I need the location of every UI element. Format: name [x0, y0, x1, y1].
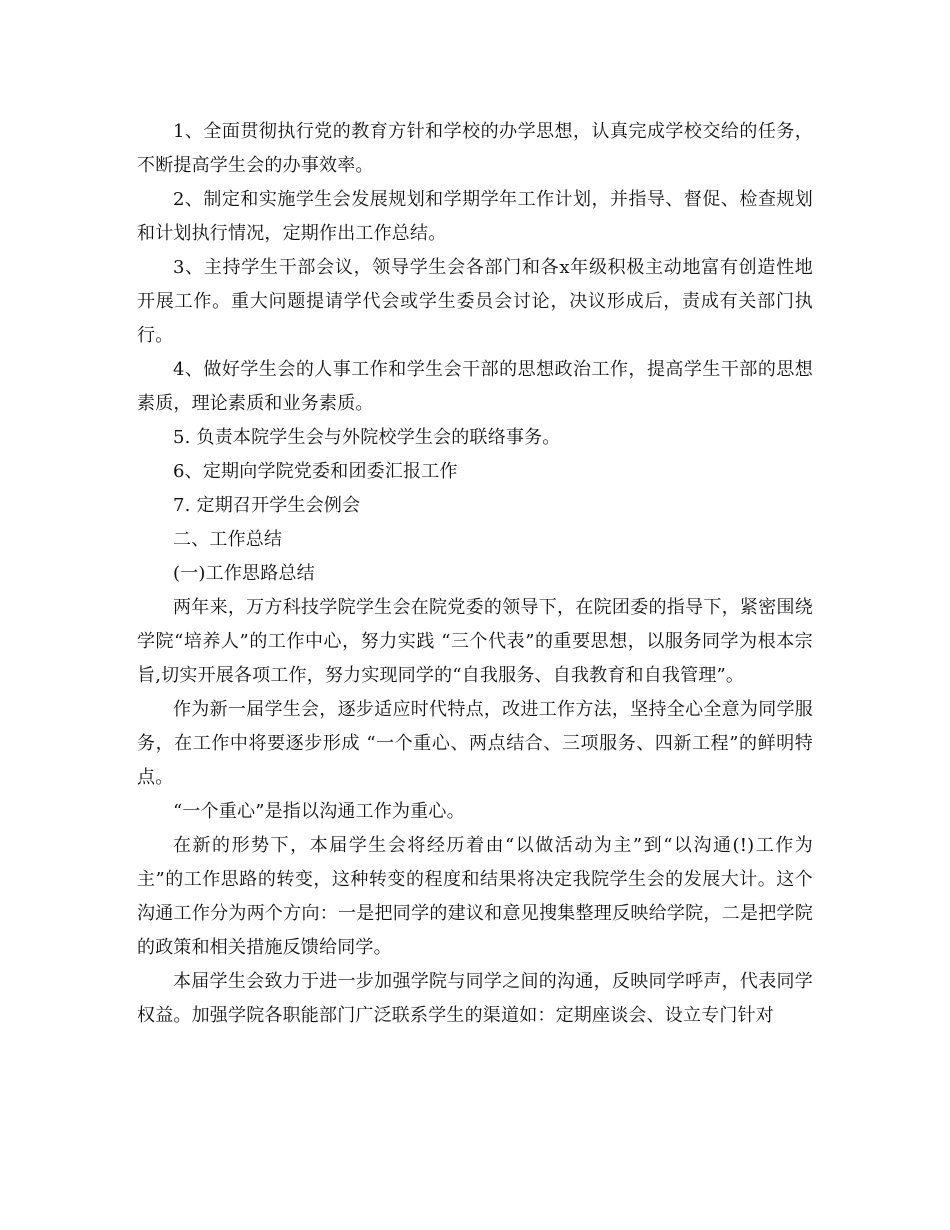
body-paragraph: 本届学生会致力于进一步加强学院与同学之间的沟通，反映同学呼声，代表同学权益。加强学院各职能部门广泛联系学生的渠道如：定期座谈会、设立专门针对: [137, 971, 813, 1026]
section-heading: 二、工作总结: [173, 529, 283, 550]
body-paragraph: 作为新一届学生会，逐步适应时代特点，改进工作方法，坚持全心全意为同学服务，在工作中将要逐步形成 “一个重心、两点结合、三项服务、四新工程”的鲜明特点。: [137, 699, 813, 788]
duty-item-5: 5. 负责本院学生会与外院校学生会的联络事务。: [173, 427, 561, 448]
body-paragraph: 在新的形势下，本届学生会将经历着由“以做活动为主”到“以沟通(!)工作为主”的工作思路的转变，这种转变的程度和结果将决定我院学生会的发展大计。这个沟通工作分为两个方向：一是把同学的建议和意见搜集整理反映给学院，二是把学院的政策和相关措施反馈给同学。: [137, 835, 813, 958]
subsection-heading: (一)工作思路总结: [173, 563, 315, 584]
duty-item-6: 6、定期向学院党委和团委汇报工作: [173, 461, 458, 482]
duty-item-2: 2、制定和实施学生会发展规划和学期学年工作计划，并指导、督促、检查规划和计划执行情况，定期作出工作总结。: [137, 189, 813, 244]
duty-item-4: 4、做好学生会的人事工作和学生会干部的思想政治工作，提高学生干部的思想素质，理论素质和业务素质。: [137, 359, 813, 414]
duty-item-1: 1、全面贯彻执行党的教育方针和学校的办学思想，认真完成学校交给的任务，不断提高学生会的办事效率。: [137, 121, 813, 176]
duty-item-3: 3、主持学生干部会议，领导学生会各部门和各x年级积极主动地富有创造性地开展工作。重大问题提请学代会或学生委员会讨论，决议形成后，责成有关部门执行。: [137, 257, 813, 346]
body-paragraph: “一个重心”是指以沟通工作为重心。: [173, 801, 465, 822]
duty-item-7: 7. 定期召开学生会例会: [173, 495, 361, 516]
body-paragraph: 两年来，万方科技学院学生会在院党委的领导下，在院团委的指导下，紧密围绕学院“培养人”的工作中心，努力实践 “三个代表”的重要思想，以服务同学为根本宗旨,切实开展各项工作，努力实现同学的“自我服务、自我教育和自我管理”。: [137, 597, 813, 686]
document-page: [137, 115, 813, 1033]
